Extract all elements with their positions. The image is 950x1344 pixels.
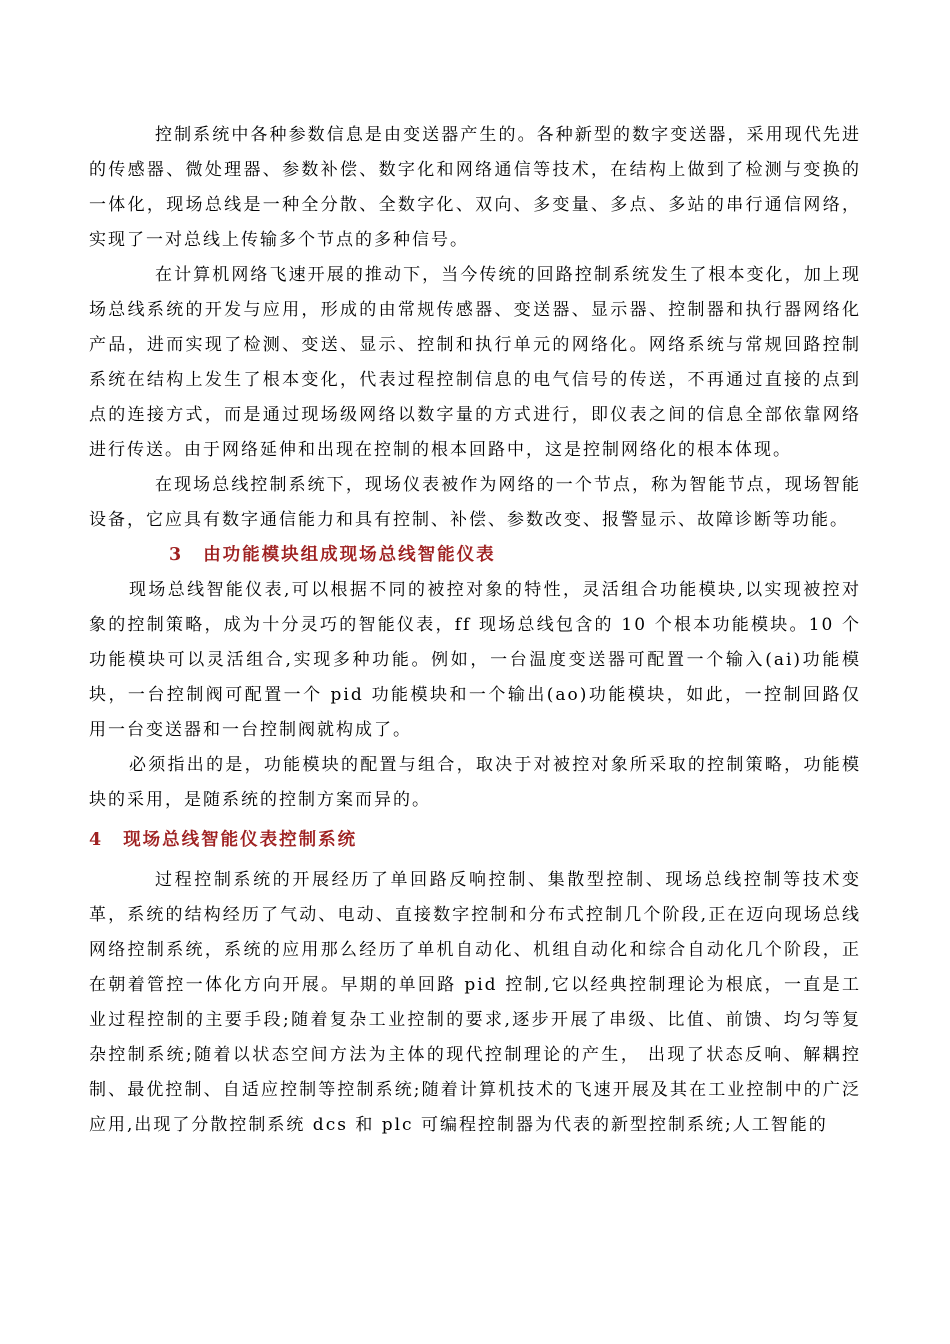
section-number: 4 [89,830,104,850]
section-heading [89,823,861,858]
paragraph: 过程控制系统的开展经历了单回路反响控制、集散型控制、现场总线控制等技术变革，系统的结构经历了气动、电动、直接数字控制和分布式控制几个阶段,正在迈向现场总线网络控制系统，系统的应用那么经历了单机自动化、机组自动化和综合自动化几个阶段，正在朝着管控一体化方向开展。早期的单回路 pid 控制,它以经典控制理论为根底，一直是工业过程控制的主要手段;随着复杂工业控制的要求,逐步开展了串级、比值、前馈、均匀等复杂控制系统;随着以状态空间方法为主体的现代控制理论的产生， 出现了状态反响、解耦控制、最优控制、自适应控制等控制系统;随着计算机技术的飞速开展及其在工业控制中的广泛应用,出现了分散控制系统 dcs 和 plc 可编程控制器为代表的新型控制系统;人工智能的 [89,870,861,1135]
paragraph: 必须指出的是，功能模块的配置与组合，取决于对被控对象所采取的控制策略，功能模块的采用，是随系统的控制方案而异的。 [89,755,861,810]
paragraph: 控制系统中各种参数信息是由变送器产生的。各种新型的数字变送器，采用现代先进的传感器、微处理器、参数补偿、数字化和网络通信等技术，在结构上做到了检测与变换的一体化，现场总线是一种全分散、全数字化、双向、多变量、多点、多站的串行通信网络，实现了一对总线上传输多个节点的多种信号。 [89,125,861,250]
paragraph: 在计算机网络飞速开展的推动下，当今传统的回路控制系统发生了根本变化，加上现场总线系统的开发与应用，形成的由常规传感器、变送器、显示器、控制器和执行器网络化产品，进而实现了检测、变送、显示、控制和执行单元的网络化。网络系统与常规回路控制系统在结构上发生了根本变化，代表过程控制信息的电气信号的传送，不再通过直接的点到点的连接方式，而是通过现场级网络以数字量的方式进行，即仪表之间的信息全部依靠网络进行传送。由于网络延伸和出现在控制的根本回路中，这是控制网络化的根本体现。 [89,265,861,460]
section-title: 由功能模块组成现场总线智能仪表 [203,545,496,565]
section-number: 3 [169,545,184,565]
section-heading [89,538,861,573]
paragraph: 在现场总线控制系统下，现场仪表被作为网络的一个节点，称为智能节点，现场智能设备，它应具有数字通信能力和具有控制、补偿、参数改变、报警显示、故障诊断等功能。 [89,475,861,530]
paragraph: 现场总线智能仪表,可以根据不同的被控对象的特性，灵活组合功能模块,以实现被控对象的控制策略，成为十分灵巧的智能仪表，ff 现场总线包含的 10 个根本功能模块。10 个功能模块可以灵活组合,实现多种功能。例如，一台温度变送器可配置一个输入(ai)功能模块，一台控制阀可配置一个 pid 功能模块和一个输出(ao)功能模块，如此，一控制回路仅用一台变送器和一台控制阀就构成了。 [89,580,861,740]
section-title: 现场总线智能仪表控制系统 [123,830,358,850]
